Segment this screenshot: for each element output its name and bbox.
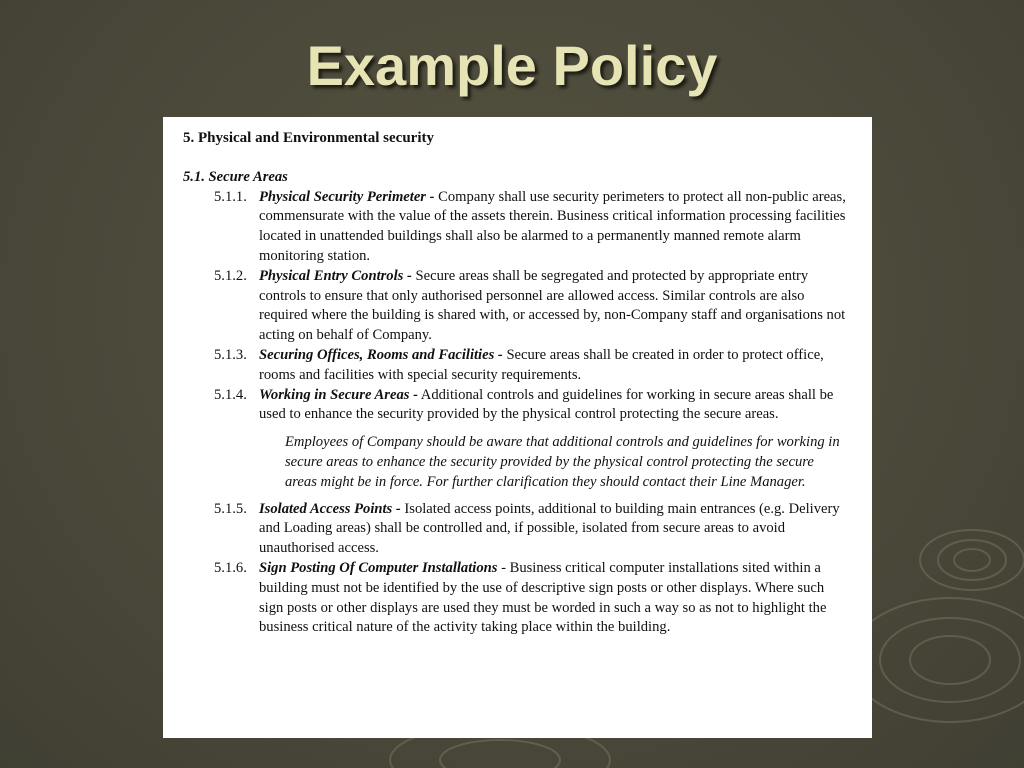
clause-text: Secure areas shall be segregated and protected by appropriate entry controls to ensure that only authorised personnel are allowed access. Similar controls are also required where the building is shared with, or accessed by, non-Company staff and organisations not acting on behalf of Company. bbox=[259, 267, 846, 344]
clause-5-1-1 bbox=[183, 188, 852, 267]
clause-text: Additional controls and guidelines for working in secure areas shall be used to enhance the security provided by the physical control protecting the secure areas. bbox=[259, 386, 834, 423]
clause-number: 5.1.1. bbox=[214, 188, 247, 205]
clause-title: Securing Offices, Rooms and Facilities - bbox=[259, 346, 503, 363]
clause-title: Sign Posting Of Computer Installations bbox=[259, 559, 498, 576]
clause-number: 5.1.3. bbox=[214, 346, 247, 363]
clause-title: Physical Security Perimeter - bbox=[259, 188, 435, 205]
section-subheading: 5.1. Secure Areas bbox=[183, 168, 288, 185]
clause-title: Physical Entry Controls - bbox=[259, 267, 412, 284]
clause-text: - Business critical computer installations sited within a building must not be identified by the use of descriptive sign posts or other displays. Where such sign posts or other displays are used they must be worded in such a way so as not to highlight the business critical nature of the activity taking place within the building. bbox=[259, 559, 827, 636]
clause-text: Isolated access points, additional to building main entrances (e.g. Delivery and Loading areas) shall be controlled and, if possible, isolated from secure areas to avoid unauthorised access. bbox=[259, 500, 840, 557]
policy-document-image bbox=[163, 117, 872, 738]
clause-text: Company shall use security perimeters to protect all non-public areas, commensurate with the value of the assets therein. Business critical information processing facilities located in unattended buildings shall also be alarmed to a permanently manned remote alarm monitoring station. bbox=[259, 188, 846, 264]
clause-number: 5.1.6. bbox=[214, 559, 247, 576]
clause-5-1-3 bbox=[183, 346, 852, 386]
clause-5-1-2 bbox=[183, 267, 852, 346]
clause-number: 5.1.4. bbox=[214, 386, 247, 403]
clause-5-1-5 bbox=[183, 500, 852, 559]
clause-title: Isolated Access Points - bbox=[259, 500, 401, 517]
employee-note: Employees of Company should be aware that additional controls and guidelines for working in secure areas to enhance the security provided by the physical control protecting the secure areas might be in force. For further clarification they should contact their Line Manager. bbox=[285, 434, 840, 490]
clause-5-1-4 bbox=[183, 386, 852, 426]
clause-number: 5.1.5. bbox=[214, 500, 247, 517]
clause-title: Working in Secure Areas - bbox=[259, 386, 418, 403]
clause-text: Secure areas shall be created in order to protect office, rooms and facilities with special security requirements. bbox=[259, 346, 824, 383]
document-heading: 5. Physical and Environmental security bbox=[183, 130, 434, 146]
slide-title: Example Policy bbox=[306, 34, 718, 97]
clause-number: 5.1.2. bbox=[214, 267, 247, 284]
clause-5-1-6 bbox=[183, 559, 852, 638]
